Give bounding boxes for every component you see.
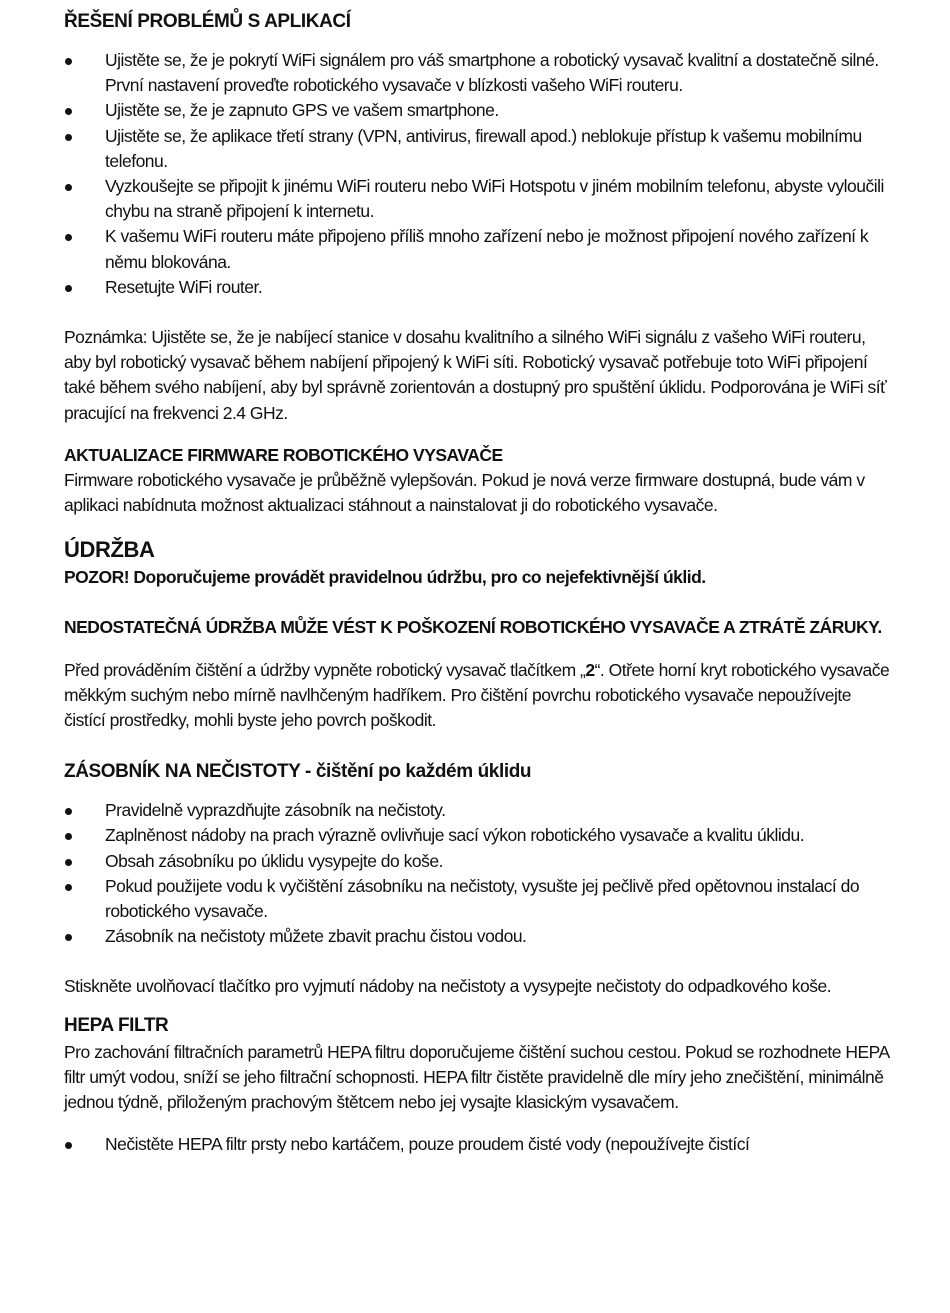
hepa-paragraph: Pro zachování filtračních parametrů HEPA filtru doporučujeme čištění suchou cestou. Pokud se rozhodnete HEPA filtr umýt vodou, sníží se jeho filtrační schopnosti. HEPA filtr čistěte pravidelně dle míry jeho znečištění, minimálně jednou týdně, přiloženým prachovým štětcem nebo jej vysajte klasickým vysavačem. xyxy=(64,1041,889,1113)
maintenance-heading: ÚDRŽBA xyxy=(64,537,155,563)
list-item: Pokud použijete vodu k vyčištění zásobníku na nečistoty, vysušte jej pečlivě před opětovnou instalací do robotického vysavače. xyxy=(64,874,894,924)
maintenance-text-before: Před prováděním čištění a údržby vypněte robotický vysavač tlačítkem „ xyxy=(64,659,586,680)
list-item: Ujistěte se, že je pokrytí WiFi signálem pro váš smartphone a robotický vysavač kvalitní a dostatečně silné. První nastavení proveďte robotického vysavače v blízkosti vašeho WiFi routeru. xyxy=(64,48,894,98)
list-item: Nečistěte HEPA filtr prsty nebo kartáčem, pouze proudem čisté vody (nepoužívejte čistící xyxy=(64,1132,894,1157)
list-item: Zaplněnost nádoby na prach výrazně ovlivňuje sací výkon robotického vysavače a kvalitu úklidu. xyxy=(64,823,894,848)
list-item: Ujistěte se, že je zapnuto GPS ve vašem smartphone. xyxy=(64,98,894,123)
note-paragraph: Poznámka: Ujistěte se, že je nabíjecí stanice v dosahu kvalitního a silného WiFi signálu z vašeho WiFi routeru, aby byl robotický vysavač během nabíjení připojený k WiFi síti. Robotický vysavač potřebuje toto WiFi připojení také během svého nabíjení, aby byl správně zorientován a dostupný pro spuštění úklidu. Podporována je WiFi síť pracující na frekvenci 2.4 GHz. xyxy=(64,327,887,423)
list-item: Ujistěte se, že aplikace třetí strany (VPN, antivirus, firewall apod.) neblokuje přístup k vašemu mobilnímu telefonu. xyxy=(64,124,894,174)
list-item: Resetujte WiFi router. xyxy=(64,275,894,300)
maintenance-text-after: “. Otřete horní kryt robotického vysavače měkkým suchým nebo mírně navlhčeným hadříkem. Pro čištění povrchu robotického vysavače nepoužívejte čistící prostředky, mohli byste jeho povrch poškodit. xyxy=(64,659,890,731)
hepa-list xyxy=(64,1132,894,1157)
list-item: Vyzkoušejte se připojit k jinému WiFi routeru nebo WiFi Hotspotu v jiném mobilním telefonu, abyste vyloučili chybu na straně připojení k internetu. xyxy=(64,174,894,224)
maintenance-caution: NEDOSTATEČNÁ ÚDRŽBA MŮŽE VÉST K POŠKOZENÍ ROBOTICKÉHO VYSAVAČE A ZTRÁTĚ ZÁRUKY. xyxy=(64,617,882,638)
dustbin-heading: ZÁSOBNÍK NA NEČISTOTY - čištění po každém úklidu xyxy=(64,761,532,783)
list-item: Pravidelně vyprazdňujte zásobník na nečistoty. xyxy=(64,798,894,823)
firmware-heading: AKTUALIZACE FIRMWARE ROBOTICKÉHO VYSAVAČE xyxy=(64,444,503,465)
maintenance-warning: POZOR! Doporučujeme provádět pravidelnou údržbu, pro co nejefektivnější úklid. xyxy=(64,567,706,588)
list-item: Obsah zásobníku po úklidu vysypejte do koše. xyxy=(64,849,894,874)
hepa-heading: HEPA FILTR xyxy=(64,1014,169,1036)
troubleshooting-list xyxy=(64,48,894,300)
troubleshooting-heading: ŘEŠENÍ PROBLÉMŮ S APLIKACÍ xyxy=(64,11,351,32)
manual-page xyxy=(64,8,894,1158)
list-item: K vašemu WiFi routeru máte připojeno příliš mnoho zařízení nebo je možnost připojení nového zařízení k němu blokována. xyxy=(64,224,894,274)
maintenance-paragraph xyxy=(64,658,894,734)
firmware-paragraph: Firmware robotického vysavače je průběžně vylepšován. Pokud je nová verze firmware dostupná, bude vám v aplikaci nabídnuta možnost aktualizaci stáhnout a nainstalovat ji do robotického vysavače. xyxy=(64,469,865,516)
list-item: Zásobník na nečistoty můžete zbavit prachu čistou vodou. xyxy=(64,924,894,949)
dustbin-paragraph: Stiskněte uvolňovací tlačítko pro vyjmutí nádoby na nečistoty a vysypejte nečistoty do odpadkového koše. xyxy=(64,976,832,997)
button-number: 2 xyxy=(585,659,595,680)
dustbin-list xyxy=(64,798,894,949)
